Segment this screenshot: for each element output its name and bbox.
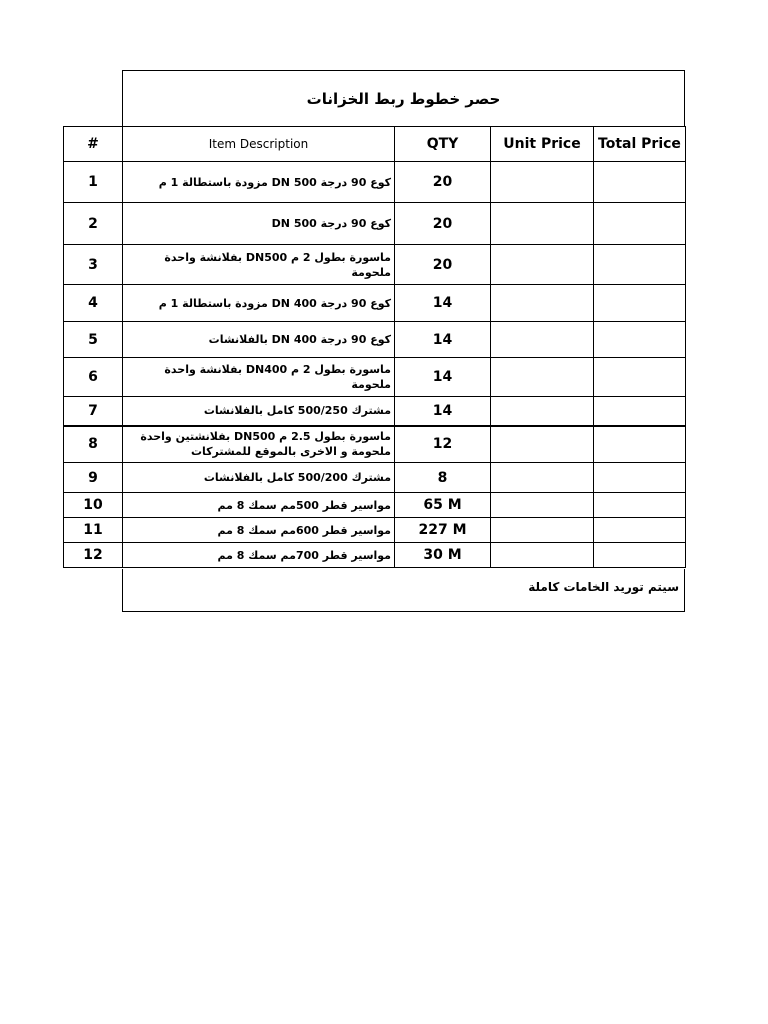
- header-qty: QTY: [395, 127, 491, 162]
- row-total-price: [594, 518, 686, 543]
- row-unit-price: [491, 463, 594, 493]
- row-total-price: [594, 203, 686, 245]
- row-number: 10: [64, 493, 123, 518]
- row-number: 6: [64, 358, 123, 397]
- row-qty: 227 M: [395, 518, 491, 543]
- table-row: [64, 162, 686, 203]
- table-row: [64, 285, 686, 322]
- row-unit-price: [491, 543, 594, 568]
- row-description: كوع 90 درجة DN 400 بالفلانشات: [123, 322, 395, 358]
- table-row: [64, 397, 686, 426]
- row-unit-price: [491, 493, 594, 518]
- row-description: مشترك 500/250 كامل بالفلانشات: [123, 397, 395, 426]
- row-description: كوع 90 درجة DN 400 مزودة باستطالة 1 م: [123, 285, 395, 322]
- row-unit-price: [491, 203, 594, 245]
- table-row: [64, 358, 686, 397]
- row-description: مشترك 500/200 كامل بالفلانشات: [123, 463, 395, 493]
- row-unit-price: [491, 397, 594, 426]
- row-number: 2: [64, 203, 123, 245]
- row-qty: 30 M: [395, 543, 491, 568]
- row-total-price: [594, 493, 686, 518]
- row-qty: 12: [395, 426, 491, 463]
- row-number: 5: [64, 322, 123, 358]
- footer-note: سيتم توريد الخامات كاملة: [122, 569, 685, 612]
- table-row: [64, 518, 686, 543]
- row-total-price: [594, 322, 686, 358]
- row-description: مواسير قطر 500مم سمك 8 مم: [123, 493, 395, 518]
- row-description: مواسير قطر 600مم سمك 8 مم: [123, 518, 395, 543]
- row-unit-price: [491, 518, 594, 543]
- row-qty: 20: [395, 162, 491, 203]
- row-unit-price: [491, 358, 594, 397]
- row-total-price: [594, 245, 686, 285]
- row-unit-price: [491, 245, 594, 285]
- row-number: 7: [64, 397, 123, 426]
- table-body: [64, 162, 686, 568]
- table-row: [64, 322, 686, 358]
- row-qty: 20: [395, 245, 491, 285]
- header-total-price: Total Price: [594, 127, 686, 162]
- row-description: كوع 90 درجة DN 500: [123, 203, 395, 245]
- header-unit-price: Unit Price: [491, 127, 594, 162]
- row-total-price: [594, 426, 686, 463]
- items-table: [63, 126, 686, 568]
- row-total-price: [594, 162, 686, 203]
- row-number: 4: [64, 285, 123, 322]
- table-header: [64, 127, 686, 162]
- table-row: [64, 543, 686, 568]
- row-qty: 14: [395, 322, 491, 358]
- row-qty: 14: [395, 358, 491, 397]
- row-qty: 65 M: [395, 493, 491, 518]
- row-unit-price: [491, 322, 594, 358]
- row-total-price: [594, 543, 686, 568]
- row-description: ماسورة بطول 2.5 م DN500 بفلانشتين واحدة ملحومة و الاخرى بالموقع للمشتركات: [123, 426, 395, 463]
- row-number: 11: [64, 518, 123, 543]
- row-unit-price: [491, 162, 594, 203]
- row-number: 9: [64, 463, 123, 493]
- row-total-price: [594, 463, 686, 493]
- row-qty: 14: [395, 397, 491, 426]
- row-unit-price: [491, 285, 594, 322]
- row-total-price: [594, 397, 686, 426]
- row-qty: 20: [395, 203, 491, 245]
- table-row: [64, 426, 686, 463]
- row-number: 3: [64, 245, 123, 285]
- table-row: [64, 203, 686, 245]
- row-qty: 8: [395, 463, 491, 493]
- header-description: Item Description: [123, 127, 395, 162]
- row-description: ماسورة بطول 2 م DN400 بفلانشة واحدة ملحومة: [123, 358, 395, 397]
- row-description: مواسير قطر 700مم سمك 8 مم: [123, 543, 395, 568]
- table-row: [64, 463, 686, 493]
- header-row: [64, 127, 686, 162]
- row-unit-price: [491, 426, 594, 463]
- row-number: 1: [64, 162, 123, 203]
- table-row: [64, 245, 686, 285]
- table-row: [64, 493, 686, 518]
- row-qty: 14: [395, 285, 491, 322]
- header-number: #: [64, 127, 123, 162]
- row-number: 8: [64, 426, 123, 463]
- row-total-price: [594, 285, 686, 322]
- row-number: 12: [64, 543, 123, 568]
- row-description: كوع 90 درجة DN 500 مزودة باستطالة 1 م: [123, 162, 395, 203]
- row-total-price: [594, 358, 686, 397]
- document-title: حصر خطوط ربط الخزانات: [122, 70, 685, 126]
- row-description: ماسورة بطول 2 م DN500 بفلانشة واحدة ملحومة: [123, 245, 395, 285]
